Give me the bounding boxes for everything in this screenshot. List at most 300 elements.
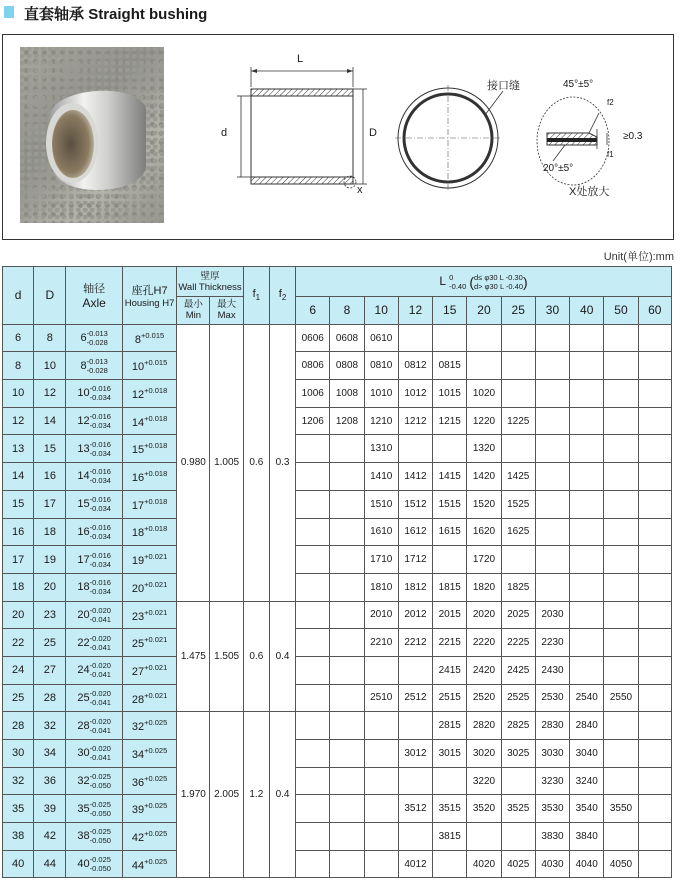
cell-part-code: 2415 (433, 656, 467, 684)
cell-housing (122, 767, 176, 795)
cell-D: 8 (34, 324, 66, 352)
cell-part-code: 2525 (501, 684, 535, 712)
front-view-drawing (395, 85, 505, 195)
header-L-col: 10 (364, 297, 398, 325)
cell-part-code: 1520 (467, 490, 501, 518)
cell-group-min: 1.475 (177, 601, 210, 712)
cell-part-code: 2540 (570, 684, 604, 712)
cell-axle (66, 629, 122, 657)
cell-part-code: 3240 (570, 767, 604, 795)
cell-axle (66, 795, 122, 823)
cell-axle (66, 546, 122, 574)
figure-panel (2, 34, 674, 240)
cell-part-code: 2215 (433, 629, 467, 657)
cell-D: 18 (34, 518, 66, 546)
table-row (3, 795, 672, 823)
cell-part-code (604, 324, 638, 352)
header-L-col: 60 (638, 297, 671, 325)
cell-D: 36 (34, 767, 66, 795)
axle-tolerance: -0.016 -0.034 (89, 412, 111, 431)
cell-part-code (364, 823, 398, 851)
header-L-col: 40 (570, 297, 604, 325)
housing-tolerance: +0.018 (144, 413, 168, 423)
cell-D: 32 (34, 712, 66, 740)
cell-part-code (364, 767, 398, 795)
cell-part-code: 3515 (433, 795, 467, 823)
cell-part-code: 1208 (330, 407, 364, 435)
cell-part-code: 0815 (433, 352, 467, 380)
cell-part-code (570, 380, 604, 408)
cell-part-code (467, 352, 501, 380)
dim-x-label: x (357, 184, 363, 196)
header-d: d (3, 267, 34, 325)
cell-housing (122, 684, 176, 712)
title-marker (4, 6, 14, 18)
cell-part-code: 1310 (364, 435, 398, 463)
axle-tolerance: -0.020 -0.041 (89, 605, 111, 624)
cell-housing (122, 518, 176, 546)
bushing-photo (20, 47, 164, 223)
axle-tolerance: -0.016 -0.034 (89, 495, 111, 514)
cell-housing (122, 463, 176, 491)
axle-tolerance: -0.020 -0.041 (89, 661, 111, 680)
f2-figure-label: f2 (607, 98, 614, 107)
header-L-col: 6 (296, 297, 330, 325)
cell-part-code (364, 795, 398, 823)
cell-part-code: 1012 (398, 380, 432, 408)
header-L-col: 50 (604, 297, 638, 325)
housing-nominal: 44 (131, 859, 145, 872)
cell-part-code (296, 435, 330, 463)
cell-d: 25 (3, 684, 34, 712)
cell-part-code: 2030 (535, 601, 569, 629)
cell-part-code (604, 546, 638, 574)
cell-part-code (467, 823, 501, 851)
cell-axle (66, 712, 122, 740)
cell-part-code: 1212 (398, 407, 432, 435)
cell-d: 8 (3, 352, 34, 380)
housing-nominal: 20 (131, 582, 145, 595)
cell-axle (66, 324, 122, 352)
axle-tolerance: -0.025 -0.050 (89, 772, 111, 791)
housing-tolerance: +0.021 (144, 607, 168, 617)
axle-tolerance: -0.020 -0.041 (89, 688, 111, 707)
cell-part-code (330, 573, 364, 601)
cell-part-code: 1420 (467, 463, 501, 491)
axle-nominal: 25 (77, 691, 90, 704)
cell-axle (66, 601, 122, 629)
table-row (3, 629, 672, 657)
cell-part-code: 4050 (604, 850, 638, 878)
cell-part-code (570, 546, 604, 574)
housing-tolerance: +0.018 (144, 524, 168, 534)
cell-part-code: 1820 (467, 573, 501, 601)
housing-nominal: 36 (131, 776, 145, 789)
header-L-col: 30 (535, 297, 569, 325)
axle-nominal: 17 (77, 553, 90, 566)
axle-nominal: 35 (77, 802, 90, 815)
cell-part-code: 0810 (364, 352, 398, 380)
table-row (3, 546, 672, 574)
axle-tolerance: -0.016 -0.034 (89, 550, 111, 569)
cell-part-code: 1010 (364, 380, 398, 408)
cell-D: 16 (34, 463, 66, 491)
cell-part-code (638, 823, 671, 851)
header-L-col: 20 (467, 297, 501, 325)
cell-part-code: 1512 (398, 490, 432, 518)
cell-D: 42 (34, 823, 66, 851)
cell-axle (66, 352, 122, 380)
axle-nominal: 12 (77, 415, 90, 428)
cell-part-code: 4025 (501, 850, 535, 878)
housing-nominal: 23 (131, 610, 145, 623)
cell-group-f1: 1.2 (243, 712, 269, 878)
housing-tolerance: +0.018 (144, 496, 168, 506)
cell-D: 12 (34, 380, 66, 408)
axle-nominal: 28 (77, 719, 90, 732)
cell-D: 39 (34, 795, 66, 823)
cell-part-code (398, 656, 432, 684)
housing-tolerance: +0.018 (144, 441, 168, 451)
cell-d: 17 (3, 546, 34, 574)
cell-axle (66, 850, 122, 878)
cell-part-code (604, 656, 638, 684)
cell-axle (66, 656, 122, 684)
cell-part-code: 1206 (296, 407, 330, 435)
housing-nominal: 25 (131, 637, 145, 650)
cell-part-code (604, 490, 638, 518)
cell-part-code (364, 740, 398, 768)
cell-part-code: 1410 (364, 463, 398, 491)
cell-housing (122, 324, 176, 352)
axle-tolerance: -0.020 -0.041 (89, 716, 111, 735)
cell-part-code: 4030 (535, 850, 569, 878)
axle-tolerance: -0.016 -0.034 (89, 578, 111, 597)
cell-part-code (638, 546, 671, 574)
header-axle: 轴径 Axle (66, 267, 122, 325)
cell-part-code (570, 601, 604, 629)
seam-label: 接口缝 (487, 80, 520, 92)
cell-part-code (398, 435, 432, 463)
cell-d: 28 (3, 712, 34, 740)
cell-d: 30 (3, 740, 34, 768)
cell-housing (122, 712, 176, 740)
cell-D: 25 (34, 629, 66, 657)
table-row (3, 490, 672, 518)
cell-d: 32 (3, 767, 34, 795)
table-row (3, 740, 672, 768)
cell-part-code: 2020 (467, 601, 501, 629)
cell-part-code (501, 324, 535, 352)
cell-D: 14 (34, 407, 66, 435)
cell-part-code: 0812 (398, 352, 432, 380)
axle-tolerance: -0.013 -0.028 (86, 356, 108, 375)
axle-nominal: 15 (77, 498, 90, 511)
cell-part-code (330, 463, 364, 491)
header-wall-thickness: 壁厚 Wall Thickness (177, 267, 243, 297)
cell-part-code: 2430 (535, 656, 569, 684)
cell-part-code: 1412 (398, 463, 432, 491)
cell-part-code (467, 324, 501, 352)
spec-table (2, 266, 672, 878)
housing-nominal: 42 (131, 831, 145, 844)
header-L-col: 12 (398, 297, 432, 325)
cell-part-code: 1008 (330, 380, 364, 408)
cell-part-code (364, 850, 398, 878)
cell-part-code: 1812 (398, 573, 432, 601)
cell-part-code: 0610 (364, 324, 398, 352)
cell-part-code: 4012 (398, 850, 432, 878)
cell-part-code (638, 629, 671, 657)
cell-part-code: 0608 (330, 324, 364, 352)
cell-part-code: 2515 (433, 684, 467, 712)
cell-part-code (604, 767, 638, 795)
cell-part-code: 0606 (296, 324, 330, 352)
housing-tolerance: +0.025 (144, 801, 168, 811)
cell-part-code (330, 712, 364, 740)
cell-d: 22 (3, 629, 34, 657)
cell-axle (66, 823, 122, 851)
cell-part-code (638, 712, 671, 740)
cell-axle (66, 573, 122, 601)
cell-part-code: 3030 (535, 740, 569, 768)
cell-part-code (570, 629, 604, 657)
cell-part-code: 1320 (467, 435, 501, 463)
housing-tolerance: +0.015 (141, 330, 165, 340)
cell-part-code: 1215 (433, 407, 467, 435)
axle-tolerance: -0.013 -0.028 (86, 329, 108, 348)
cell-D: 10 (34, 352, 66, 380)
cell-part-code (535, 546, 569, 574)
cell-part-code: 2425 (501, 656, 535, 684)
cell-axle (66, 767, 122, 795)
cell-part-code: 3550 (604, 795, 638, 823)
axle-tolerance: -0.016 -0.034 (89, 439, 111, 458)
cell-part-code (604, 518, 638, 546)
cell-housing (122, 740, 176, 768)
page-title (24, 3, 207, 24)
housing-nominal: 15 (131, 444, 145, 457)
title-en: Straight bushing (88, 6, 208, 23)
enlarge-label: X处放大 (569, 186, 610, 198)
cell-part-code (535, 518, 569, 546)
housing-nominal: 27 (131, 665, 145, 678)
cell-part-code (570, 490, 604, 518)
cell-part-code (296, 850, 330, 878)
cell-part-code: 2025 (501, 601, 535, 629)
cell-part-code: 3012 (398, 740, 432, 768)
axle-nominal: 18 (77, 581, 90, 594)
cell-part-code (296, 546, 330, 574)
cell-part-code (501, 767, 535, 795)
cell-part-code: 1825 (501, 573, 535, 601)
header-f2: $f_2$ (269, 267, 295, 325)
cell-part-code (398, 324, 432, 352)
header-D: D (34, 267, 66, 325)
cell-part-code: 1710 (364, 546, 398, 574)
cell-part-code (604, 601, 638, 629)
axle-nominal: 8 (80, 359, 87, 372)
cell-part-code (330, 601, 364, 629)
cell-part-code (638, 380, 671, 408)
housing-tolerance: +0.018 (144, 469, 168, 479)
cell-group-f2: 0.4 (269, 601, 295, 712)
cell-part-code (501, 435, 535, 463)
dim-L-label: L (297, 53, 304, 65)
cell-d: 14 (3, 463, 34, 491)
cell-part-code: 4040 (570, 850, 604, 878)
cell-part-code (330, 518, 364, 546)
cell-part-code (535, 490, 569, 518)
cell-part-code: 0806 (296, 352, 330, 380)
cell-d: 18 (3, 573, 34, 601)
cell-part-code: 1525 (501, 490, 535, 518)
cell-part-code (570, 435, 604, 463)
cell-part-code: 3840 (570, 823, 604, 851)
unit-label: Unit(单位):mm (603, 251, 674, 263)
cell-part-code: 3230 (535, 767, 569, 795)
angle-top-label: 45°±5° (563, 79, 594, 90)
axle-nominal: 14 (77, 470, 90, 483)
header-min: 最小 Min (177, 297, 210, 325)
dim-d-label: d (221, 127, 228, 139)
table-row (3, 601, 672, 629)
axle-nominal: 40 (77, 858, 90, 871)
cell-group-min: 0.980 (177, 324, 210, 601)
housing-tolerance: +0.021 (144, 662, 168, 672)
cell-part-code: 1020 (467, 380, 501, 408)
cell-part-code: 2015 (433, 601, 467, 629)
cell-axle (66, 518, 122, 546)
cell-part-code (638, 767, 671, 795)
cell-part-code (570, 407, 604, 435)
cell-part-code (638, 684, 671, 712)
table-row (3, 352, 672, 380)
cell-d: 20 (3, 601, 34, 629)
table-row (3, 656, 672, 684)
cell-part-code (535, 463, 569, 491)
cell-part-code (535, 573, 569, 601)
header-L-col: 25 (501, 297, 535, 325)
table-row (3, 573, 672, 601)
cell-housing (122, 601, 176, 629)
cell-housing (122, 380, 176, 408)
cell-part-code: 1220 (467, 407, 501, 435)
cell-housing (122, 352, 176, 380)
cell-part-code (330, 823, 364, 851)
cell-part-code (433, 435, 467, 463)
axle-tolerance: -0.025 -0.050 (89, 799, 111, 818)
axle-tolerance: -0.025 -0.050 (89, 855, 111, 874)
cell-group-min: 1.970 (177, 712, 210, 878)
cell-D: 15 (34, 435, 66, 463)
cell-part-code: 1620 (467, 518, 501, 546)
header-L-col: 8 (330, 297, 364, 325)
cell-d: 24 (3, 656, 34, 684)
cell-part-code (296, 629, 330, 657)
table-row (3, 767, 672, 795)
cell-part-code: 1615 (433, 518, 467, 546)
cell-part-code (296, 463, 330, 491)
cell-part-code (501, 380, 535, 408)
cell-part-code: 1612 (398, 518, 432, 546)
cell-part-code (398, 767, 432, 795)
cell-D: 19 (34, 546, 66, 574)
cell-part-code: 3520 (467, 795, 501, 823)
cell-part-code: 3040 (570, 740, 604, 768)
cell-part-code (433, 324, 467, 352)
cell-d: 16 (3, 518, 34, 546)
cell-part-code (330, 656, 364, 684)
cell-part-code: 1610 (364, 518, 398, 546)
cell-group-f2: 0.3 (269, 324, 295, 601)
cell-part-code (433, 767, 467, 795)
cell-part-code: 2420 (467, 656, 501, 684)
cell-part-code (638, 573, 671, 601)
cell-D: 20 (34, 573, 66, 601)
cell-part-code: 1810 (364, 573, 398, 601)
cell-part-code (604, 573, 638, 601)
cell-part-code (296, 795, 330, 823)
cell-housing (122, 795, 176, 823)
housing-nominal: 39 (131, 804, 145, 817)
housing-nominal: 17 (131, 499, 145, 512)
housing-tolerance: +0.025 (144, 856, 168, 866)
cell-part-code (604, 407, 638, 435)
cell-part-code (330, 767, 364, 795)
cell-part-code: 2512 (398, 684, 432, 712)
cell-part-code: 1510 (364, 490, 398, 518)
table-row (3, 823, 672, 851)
cell-axle (66, 463, 122, 491)
cell-group-max: 1.505 (210, 601, 243, 712)
cell-part-code (638, 352, 671, 380)
axle-tolerance: -0.025 -0.050 (89, 827, 111, 846)
cell-part-code (638, 740, 671, 768)
axle-nominal: 32 (77, 775, 90, 788)
cell-part-code (604, 352, 638, 380)
cell-part-code (296, 601, 330, 629)
cell-part-code (330, 490, 364, 518)
cell-axle (66, 380, 122, 408)
cell-part-code (364, 656, 398, 684)
cell-part-code (330, 629, 364, 657)
cell-part-code: 1625 (501, 518, 535, 546)
cell-part-code (604, 823, 638, 851)
cell-part-code (570, 463, 604, 491)
cell-part-code: 3530 (535, 795, 569, 823)
cell-part-code: 2825 (501, 712, 535, 740)
cell-part-code (604, 380, 638, 408)
housing-tolerance: +0.025 (144, 829, 168, 839)
cell-part-code (330, 684, 364, 712)
cell-axle (66, 490, 122, 518)
cell-part-code (535, 380, 569, 408)
table-row (3, 463, 672, 491)
cell-part-code: 2830 (535, 712, 569, 740)
cell-part-code: 2225 (501, 629, 535, 657)
cell-part-code (535, 324, 569, 352)
cell-part-code (638, 518, 671, 546)
cell-part-code: 0808 (330, 352, 364, 380)
cell-part-code: 2510 (364, 684, 398, 712)
cell-group-max: 2.005 (210, 712, 243, 878)
cell-part-code (570, 352, 604, 380)
cell-D: 17 (34, 490, 66, 518)
cell-housing (122, 850, 176, 878)
cell-part-code: 3025 (501, 740, 535, 768)
cell-part-code (398, 823, 432, 851)
